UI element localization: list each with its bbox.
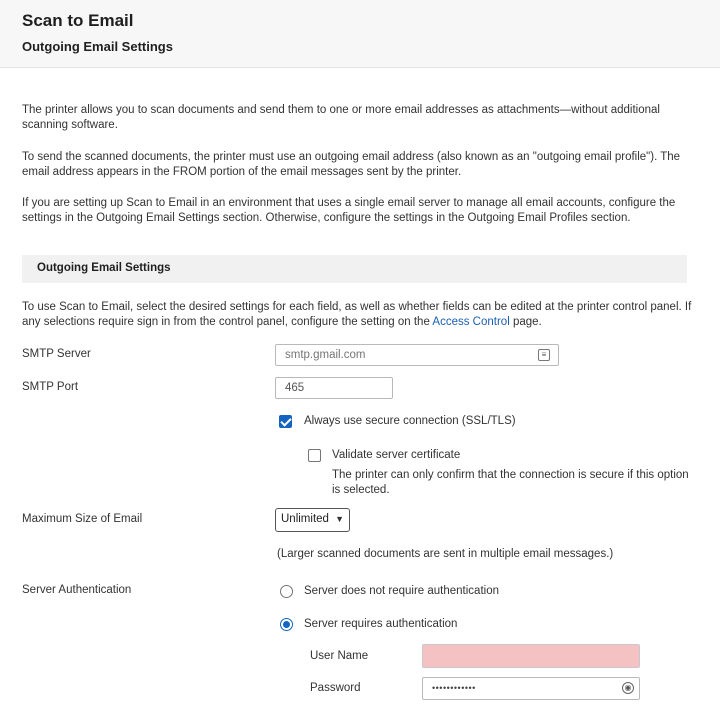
max-size-note: (Larger scanned documents are sent in multiple email messages.): [277, 548, 614, 560]
access-control-link[interactable]: Access Control: [432, 316, 510, 328]
password-input[interactable]: [422, 677, 640, 700]
max-size-value: Unlimited: [281, 513, 329, 525]
secure-connection-checkbox[interactable]: [279, 415, 292, 428]
page-title: Scan to Email: [22, 11, 134, 30]
page-header: [0, 0, 720, 68]
auth-required-label: Server requires authentication: [304, 618, 458, 630]
max-size-select[interactable]: [275, 508, 350, 532]
section-description-end: page.: [509, 316, 542, 328]
intro-paragraph-1: The printer allows you to scan documents and send them to one or more email addresses as attachments—without additional scanning software.: [22, 104, 660, 131]
intro-paragraph-2: To send the scanned documents, the printer must use an outgoing email address (also known as an "outgoing email profile"). The email address appears in the FROM portion of the email messages sent by the printer.: [22, 151, 681, 178]
smtp-server-label: SMTP Server: [22, 348, 91, 360]
intro-paragraph-3: If you are setting up Scan to Email in an environment that uses a single email server to manage all email accounts, configure the settings in the Outgoing Email Settings section. Otherwise, configure the settings in the Outgoing Email Profiles section.: [22, 197, 676, 224]
smtp-server-input[interactable]: [275, 344, 559, 366]
auth-not-required-label: Server does not require authentication: [304, 585, 499, 597]
validate-certificate-checkbox[interactable]: [308, 449, 321, 462]
section-description: [22, 300, 692, 330]
eye-icon[interactable]: ◉: [622, 682, 634, 694]
validate-certificate-label: Validate server certificate: [332, 449, 461, 461]
auth-not-required-radio[interactable]: [280, 585, 293, 598]
contact-card-icon[interactable]: ≡: [538, 349, 550, 361]
section-header: [22, 255, 687, 283]
password-label: Password: [310, 682, 361, 694]
section-description-text: To use Scan to Email, select the desired settings for each field, as well as whether fields can be edited at the printer control panel. If any selections require sign in from the control panel, configure the setting on the: [22, 301, 692, 328]
secure-connection-label: Always use secure connection (SSL/TLS): [304, 415, 516, 427]
smtp-port-label: SMTP Port: [22, 381, 79, 393]
chevron-down-icon: ▼: [335, 514, 344, 524]
password-value: ••••••••••••: [432, 683, 476, 693]
max-size-label: Maximum Size of Email: [22, 513, 143, 525]
username-label: User Name: [310, 650, 369, 662]
page-subtitle: Outgoing Email Settings: [22, 39, 173, 54]
username-input[interactable]: [422, 644, 640, 668]
auth-required-radio[interactable]: [280, 618, 293, 631]
server-auth-label: Server Authentication: [22, 584, 132, 596]
smtp-port-input[interactable]: [275, 377, 393, 399]
validate-certificate-note: The printer can only confirm that the connection is secure if this option is selected.: [332, 469, 689, 496]
section-title: Outgoing Email Settings: [37, 262, 171, 274]
